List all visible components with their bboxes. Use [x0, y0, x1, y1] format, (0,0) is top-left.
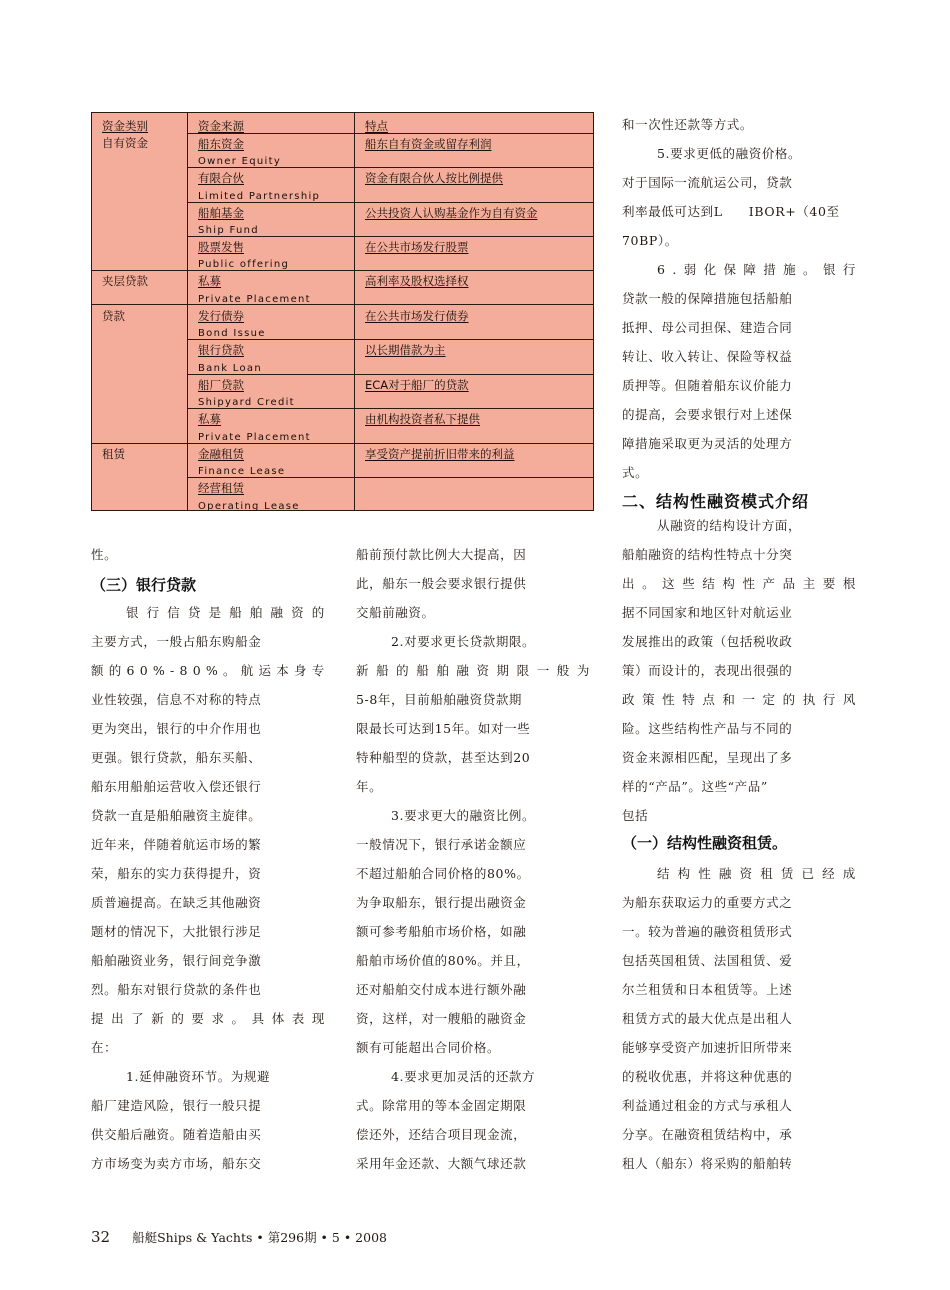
text-line: 质普遍提高。在缺乏其他融资 [91, 895, 262, 910]
table-feature: 由机构投资者私下提供 [365, 412, 480, 426]
table-source-cn: 船东资金 [198, 137, 244, 151]
text-line: 式。除常用的等本金固定期限 [356, 1098, 527, 1113]
table-source-en: Bond Issue [198, 328, 266, 339]
text-line: 采用年金还款、大额气球还款 [356, 1156, 527, 1171]
table-header-feature: 特点 [365, 119, 388, 133]
page-number: 32 [91, 1228, 111, 1246]
text-line: 额有可能超出合同价格。 [356, 1040, 501, 1055]
table-divider [92, 304, 593, 305]
text-line: 偿还外，还结合项目现金流， [356, 1127, 527, 1142]
text-line: 烈。船东对银行贷款的条件也 [91, 982, 262, 997]
table-source-en: Shipyard Credit [198, 397, 295, 408]
text-line: 发展推出的政策（包括税收政 [622, 634, 793, 649]
table-feature: 船东自有资金或留存利润 [365, 137, 492, 151]
text-line: 更为突出，银行的中介作用也 [91, 721, 262, 736]
text-line: 供交船后融资。随着造船由买 [91, 1127, 262, 1142]
table-source-en: Operating Lease [198, 501, 300, 512]
text-line: 利率最低可达到L IBOR+（40至 [622, 204, 840, 219]
text-line: 新 船 的 船 舶 融 资 期 限 一 般 为 [356, 663, 590, 678]
text-line: 题材的情况下，大批银行涉足 [91, 924, 262, 939]
table-source-cn: 发行债券 [198, 309, 244, 323]
table-source-cn: 私募 [198, 412, 221, 426]
page-footer [91, 1228, 387, 1246]
text-line: 租人（船东）将采购的船舶转 [622, 1156, 793, 1171]
text-line: 的提高，会要求银行对上述保 [622, 407, 793, 422]
table-feature: 公共投资人认购基金作为自有资金 [365, 206, 538, 220]
table-source-cn: 船厂贷款 [198, 378, 244, 392]
table-source-en: Public offering [198, 259, 290, 270]
journal-info: 船艇Ships & Yachts • 第296期 • 5 • 2008 [132, 1230, 387, 1245]
text-line: 还对船舶交付成本进行额外融 [356, 982, 527, 997]
text-line: 一般情况下，银行承诺金额应 [356, 837, 527, 852]
text-line: 和一次性还款等方式。 [622, 117, 754, 132]
table-divider [187, 113, 188, 510]
text-line: 更强。银行贷款，船东买船、 [91, 750, 262, 765]
table-category: 租赁 [102, 447, 125, 461]
text-line: 资金来源相匹配，呈现出了多 [622, 750, 793, 765]
table-source-en: Owner Equity [198, 156, 282, 167]
text-line: 荣，船东的实力获得提升，资 [91, 866, 262, 881]
table-feature: 资金有限合伙人按比例提供 [365, 171, 503, 185]
text-line: 的税收优惠，并将这种优惠的 [622, 1069, 793, 1084]
table-feature: ECA对于船厂的贷款 [365, 378, 469, 392]
text-line: 不超过船舶合同价格的80%。 [356, 866, 530, 881]
text-line: 此，船东一般会要求银行提供 [356, 576, 527, 591]
text-line: 质押等。但随着船东议价能力 [622, 378, 793, 393]
table-source-en: Bank Loan [198, 363, 262, 374]
text-line: 船舶融资的结构性特点十分突 [622, 547, 793, 562]
table-source-cn: 股票发售 [198, 240, 244, 254]
text-line: 结 构 性 融 资 租 赁 已 经 成 [657, 866, 856, 881]
table-source-en: Ship Fund [198, 225, 259, 236]
table-source-en: Private Placement [198, 432, 311, 443]
text-line: 资，这样，对一艘船的融资金 [356, 1011, 527, 1026]
text-line: 年。 [356, 779, 383, 794]
table-source-cn: 金融租赁 [198, 447, 244, 461]
section-heading-bank-loans: （三）银行贷款 [91, 576, 197, 594]
text-line: 5-8年，目前船舶融资贷款期 [356, 692, 523, 707]
table-category: 自有资金 [102, 136, 148, 150]
text-line: 3.要求更大的融资比例。 [391, 808, 536, 823]
table-source-cn: 有限合伙 [198, 171, 244, 185]
text-line: 额 的 6 0 % - 8 0 % 。 航 运 本 身 专 [91, 663, 325, 678]
table-source-en: Limited Partnership [198, 191, 321, 202]
text-line: 样的“产品”。这些“产品” [622, 779, 768, 794]
text-line: 船厂建造风险，银行一般只提 [91, 1098, 262, 1113]
table-feature: 高利率及股权选择权 [365, 274, 469, 288]
table-feature: 以长期借款为主 [365, 343, 446, 357]
text-line: 5.要求更低的融资价格。 [657, 146, 802, 161]
text-line: 分享。在融资租赁结构中，承 [622, 1127, 793, 1142]
text-line: 银 行 信 贷 是 船 舶 融 资 的 [126, 605, 325, 620]
text-line: 障措施采取更为灵活的处理方 [622, 436, 793, 451]
text-line: 提 出 了 新 的 要 求 。 具 体 表 现 [91, 1011, 325, 1026]
text-line: 包括英国租赁、法国租赁、爱 [622, 953, 793, 968]
table-divider [354, 113, 355, 510]
text-line: 尔兰租赁和日本租赁等。上述 [622, 982, 793, 997]
text-line: 据不同国家和地区针对航运业 [622, 605, 793, 620]
table-source-cn: 银行贷款 [198, 343, 244, 357]
text-line: 出 。 这 些 结 构 性 产 品 主 要 根 [622, 576, 856, 591]
text-line: 性。 [91, 547, 118, 562]
text-line: 贷款一直是船舶融资主旋律。 [91, 808, 262, 823]
text-line: 交船前融资。 [356, 605, 435, 620]
text-line: 额可参考船舶市场价格，如融 [356, 924, 527, 939]
table-source-cn: 私募 [198, 274, 221, 288]
section-heading-structured-financing: 二、结构性融资模式介绍 [622, 492, 810, 511]
table-divider [92, 270, 593, 271]
table-feature: 在公共市场发行债券 [365, 309, 469, 323]
text-line: 从融资的结构设计方面， [657, 518, 802, 533]
text-line: 利益通过租金的方式与承租人 [622, 1098, 793, 1113]
table-feature: 享受资产提前折旧带来的利益 [365, 447, 515, 461]
text-line: 限最长可达到15年。如对一些 [356, 721, 531, 736]
text-line: 转让、收入转让、保险等权益 [622, 349, 793, 364]
text-line: 4.要求更加灵活的还款方 [391, 1069, 536, 1084]
text-line: 船东用船舶运营收入偿还银行 [91, 779, 262, 794]
text-line: 包括 [622, 808, 649, 823]
text-line: 船舶市场价值的80%。并且， [356, 953, 530, 968]
financing-sources-table [91, 112, 594, 511]
text-line: 2.对要求更长贷款期限。 [391, 634, 536, 649]
table-header-source: 资金来源 [198, 119, 244, 133]
text-line: 1.延伸融资环节。为规避 [126, 1069, 271, 1084]
section-heading-structured-lease: （一）结构性融资租赁。 [622, 834, 788, 852]
table-feature: 在公共市场发行股票 [365, 240, 469, 254]
text-line: 近年来，伴随着航运市场的繁 [91, 837, 262, 852]
text-line: 业性较强，信息不对称的特点 [91, 692, 262, 707]
table-source-en: Finance Lease [198, 466, 286, 477]
table-divider [92, 443, 593, 444]
table-source-cn: 船舶基金 [198, 206, 244, 220]
text-line: 船舶融资业务，银行间竞争激 [91, 953, 262, 968]
text-line: 船前预付款比例大大提高，因 [356, 547, 527, 562]
text-line: 为争取船东，银行提出融资金 [356, 895, 527, 910]
table-category: 贷款 [102, 309, 125, 323]
text-line: 在： [91, 1040, 118, 1055]
text-line: 方市场变为卖方市场，船东交 [91, 1156, 262, 1171]
text-line: 特种船型的贷款，甚至达到20 [356, 750, 531, 765]
text-line: 为船东获取运力的重要方式之 [622, 895, 793, 910]
text-line: 险。这些结构性产品与不同的 [622, 721, 793, 736]
text-line: 对于国际一流航运公司，贷款 [622, 175, 793, 190]
table-divider [187, 133, 593, 134]
table-header-category: 资金类别 [102, 119, 148, 133]
text-line: 策）而设计的，表现出很强的 [622, 663, 793, 678]
text-line: 一。较为普遍的融资租赁形式 [622, 924, 793, 939]
text-line: 主要方式，一般占船东购船金 [91, 634, 262, 649]
text-line: 能够享受资产加速折旧所带来 [622, 1040, 793, 1055]
table-source-cn: 经营租赁 [198, 481, 244, 495]
text-line: 70BP）。 [622, 233, 678, 248]
table-category: 夹层贷款 [102, 274, 148, 288]
text-line: 租赁方式的最大优点是出租人 [622, 1011, 793, 1026]
text-line: 抵押、母公司担保、建造合同 [622, 320, 793, 335]
text-line: 6 . 弱 化 保 障 措 施 。 银 行 [657, 262, 856, 277]
table-source-en: Private Placement [198, 294, 311, 305]
text-line: 式。 [622, 465, 649, 480]
text-line: 政 策 性 特 点 和 一 定 的 执 行 风 [622, 692, 856, 707]
text-line: 贷款一般的保障措施包括船舶 [622, 291, 793, 306]
